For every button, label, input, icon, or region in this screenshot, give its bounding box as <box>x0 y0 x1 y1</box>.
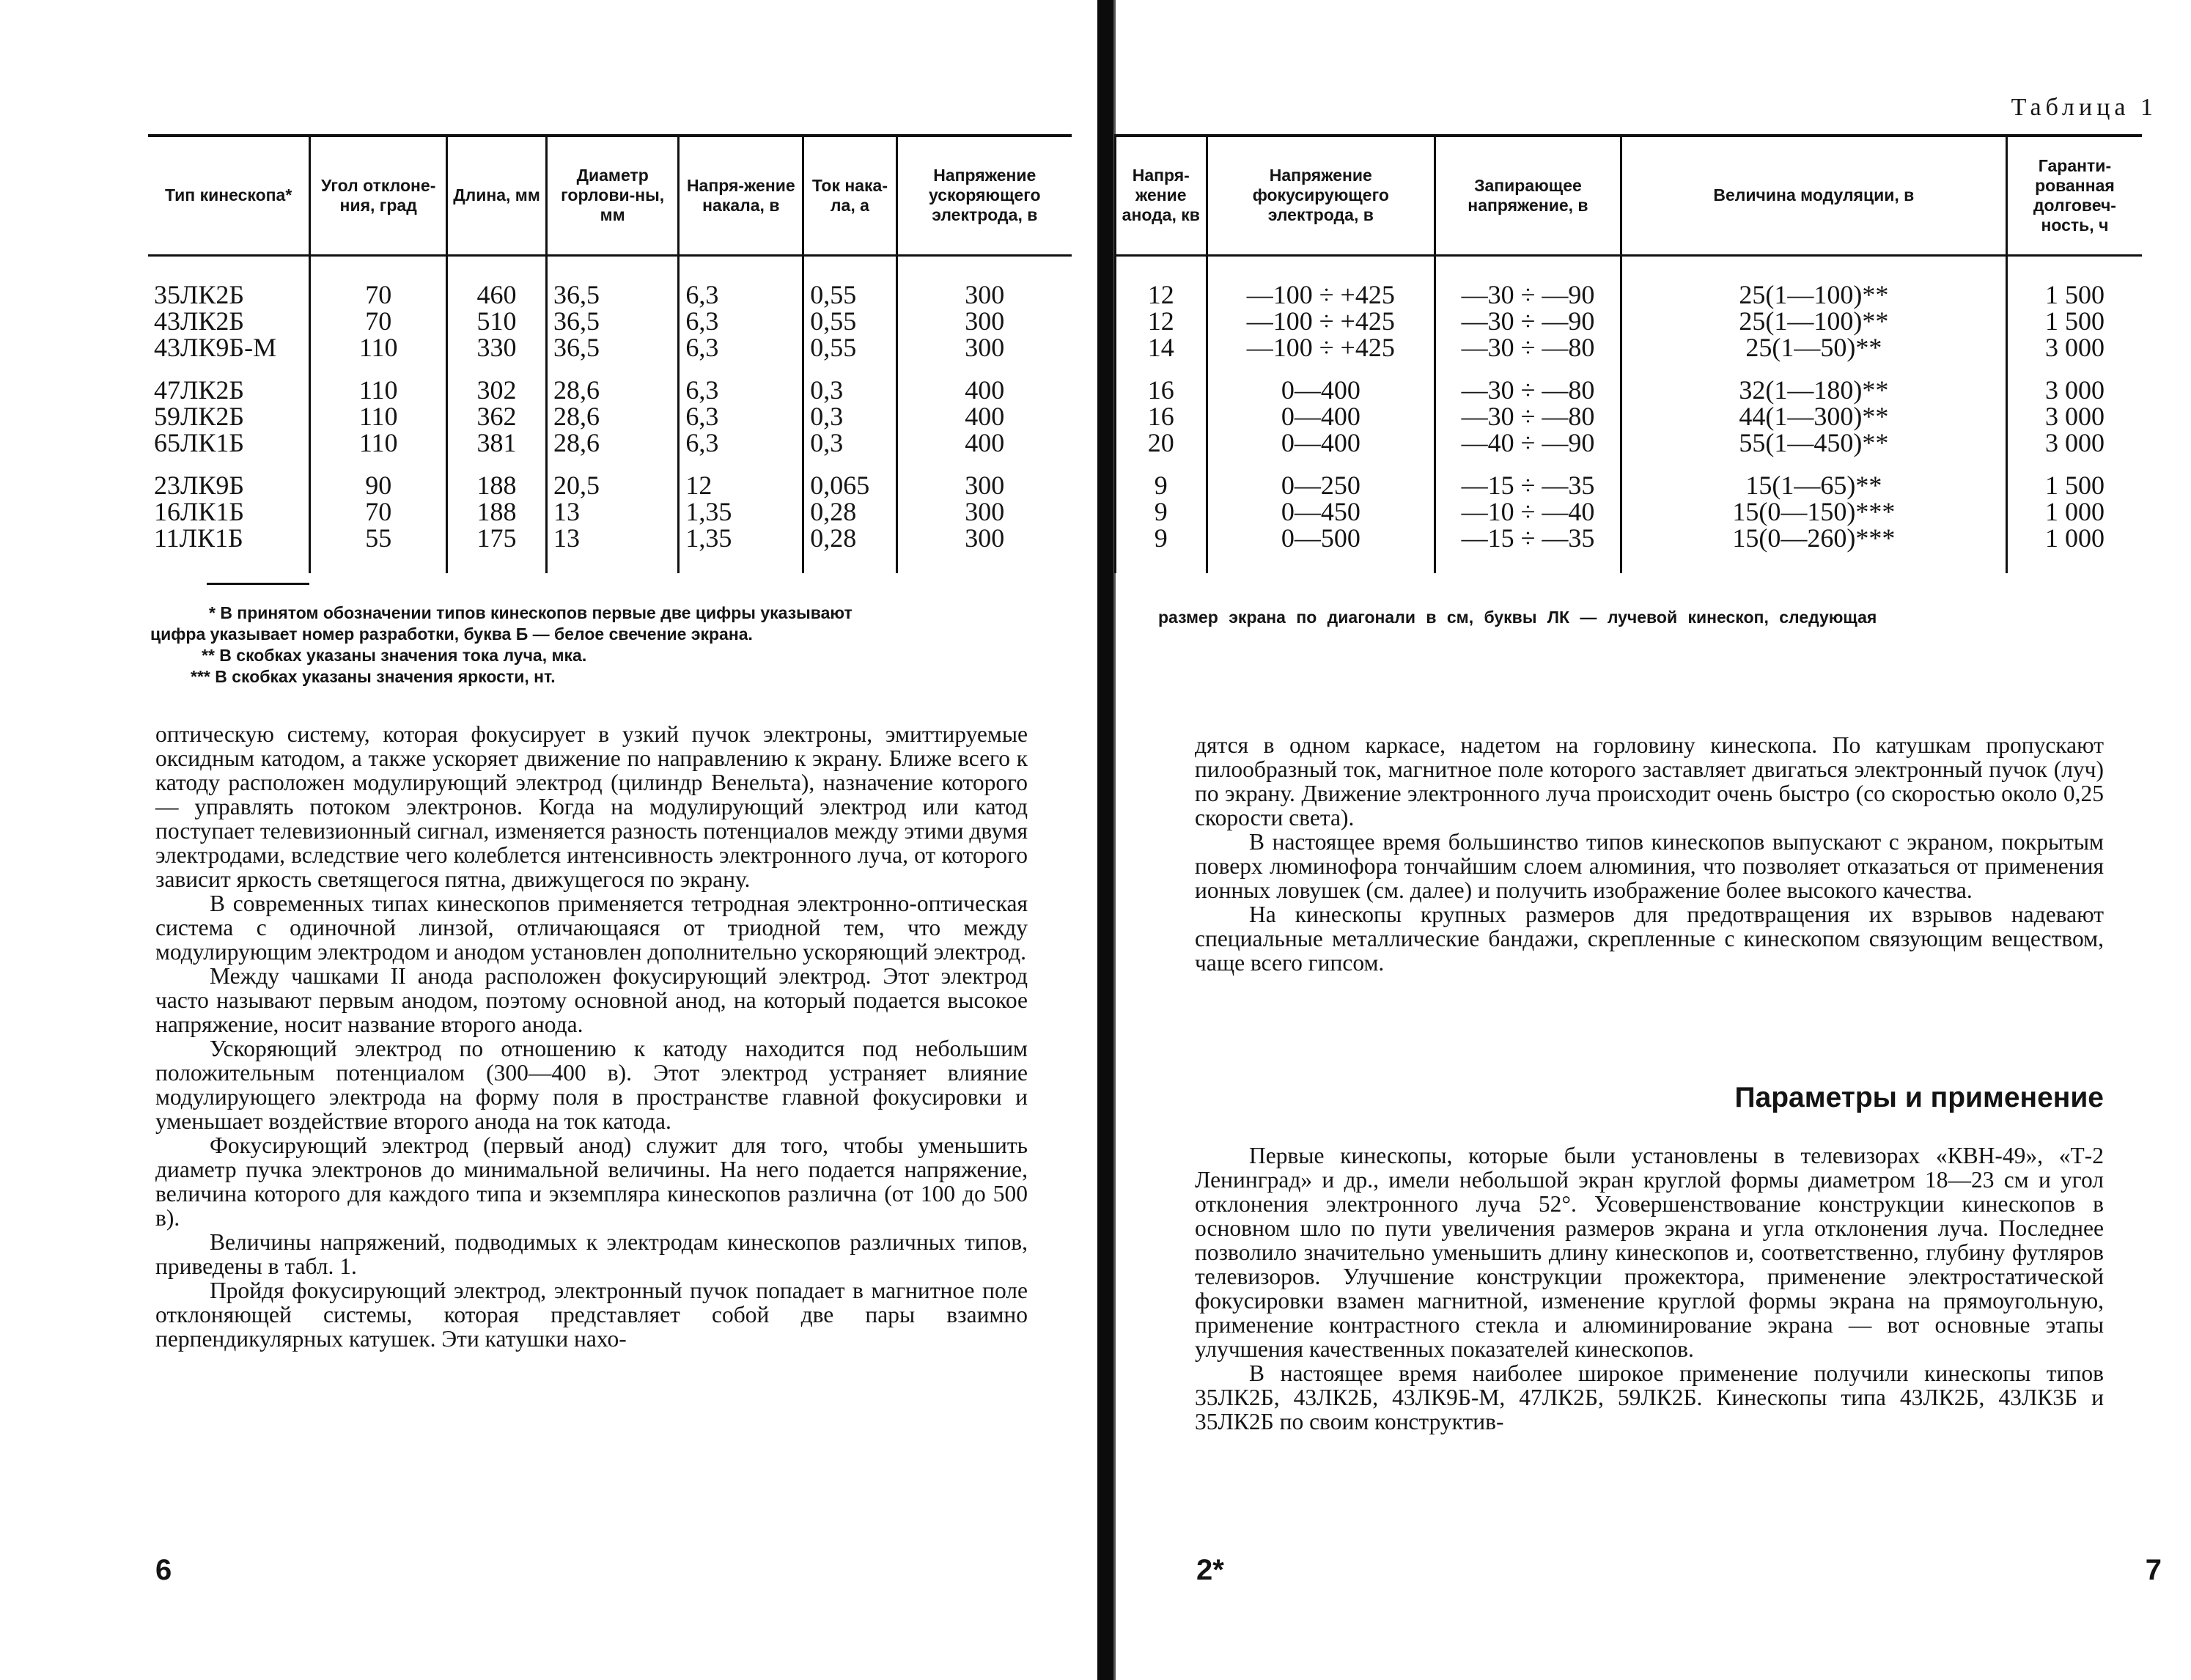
spacer-cell <box>896 456 1072 472</box>
spacer-cell <box>2006 456 2142 472</box>
spacer-cell <box>896 361 1072 377</box>
table-cell: 300 <box>896 334 1072 361</box>
paragraph: Величины напряжений, подводимых к электродам кинескопов различных типов, приведены в табл. 1. <box>155 1229 1028 1279</box>
paragraph: Пройдя фокусирующий электрод, электронный пучок попадает в магнитное поле отклоняющей системы, которая представляет собой две пары взаимно перпендикулярных катушек. Эти катушки нахо- <box>155 1278 1028 1352</box>
spacer-cell <box>1435 456 1621 472</box>
table-right-header-row <box>1116 136 2143 255</box>
spacer-cell <box>310 361 447 377</box>
table-cell: 1,35 <box>679 498 803 525</box>
table-cell: 55(1—450)** <box>1621 430 2006 456</box>
table-cell: 0,28 <box>803 525 896 573</box>
table-cell: 12 <box>679 472 803 498</box>
table-left-header-row <box>148 136 1072 255</box>
header-focus-voltage: Напряжение фокусирующего электрода, в <box>1207 136 1435 255</box>
table-cell: 6,3 <box>679 334 803 361</box>
page-number-right: 7 <box>2145 1554 2162 1586</box>
table-cell: 15(1—65)** <box>1621 472 2006 498</box>
table-cell: 110 <box>310 334 447 361</box>
footnote-rule <box>207 583 309 585</box>
table-cell: 0—400 <box>1207 403 1435 430</box>
table-cell: 43ЛК9Б-М <box>154 332 277 362</box>
table-row <box>148 403 1072 430</box>
footnotes <box>150 603 1059 688</box>
table-row <box>148 308 1072 334</box>
spacer-cell <box>310 456 447 472</box>
table-cell: 59ЛК2Б <box>154 401 245 431</box>
table-row <box>148 255 1072 308</box>
table-cell: 110 <box>310 403 447 430</box>
spacer-cell <box>148 361 310 377</box>
spacer-cell <box>679 361 803 377</box>
signature-mark: 2* <box>1196 1554 1224 1586</box>
spacer-cell <box>1207 456 1435 472</box>
section-heading: Параметры и применение <box>1734 1082 2104 1113</box>
paragraph: Фокусирующий электрод (первый анод) служит для того, чтобы уменьшить диаметр пучка электронов до минимальной величины. На него подается напряжение, величина которого для каждого типа и экземпляра кинескопов различна (от 100 до 500 в). <box>155 1132 1028 1231</box>
table-row <box>148 498 1072 525</box>
right-body-text-b <box>1195 1143 2104 1434</box>
table-cell: 0,55 <box>803 334 896 361</box>
table-cell: 9 <box>1116 498 1207 525</box>
table-row <box>1116 377 2143 403</box>
table-row <box>1116 255 2143 308</box>
table-cell: 0,3 <box>803 430 896 456</box>
table-cell: 3 000 <box>2006 403 2142 430</box>
table-cell: 20,5 <box>546 472 678 498</box>
page-number-left: 6 <box>155 1554 172 1586</box>
table-cell: 6,3 <box>679 430 803 456</box>
footnote-1-cont: цифра указывает номер разработки, буква Б — белое свечение экрана. <box>150 625 753 644</box>
table-cell: 28,6 <box>546 377 678 403</box>
table-row <box>148 525 1072 573</box>
table-cell: 55 <box>310 525 447 573</box>
table-cell: 0—400 <box>1207 377 1435 403</box>
paragraph: В настоящее время большинство типов кинескопов выпускают с экраном, покрытым поверх люминофора тончайшим слоем алюминия, что позволяет отказаться от применения ионных ловушек (см. далее) и получить изображение более высокого качества. <box>1195 829 2104 903</box>
paragraph: В настоящее время наиболее широкое применение получили кинескопы типов 35ЛК2Б, 43ЛК2Б, 43ЛК9Б-М, 47ЛК2Б, 59ЛК2Б. Кинескопы типа 43ЛК2Б, 43ЛК3Б и 35ЛК2Б по своим конструктив- <box>1195 1360 2104 1434</box>
spacer-cell <box>1207 361 1435 377</box>
table-cell: 6,3 <box>679 308 803 334</box>
table-cell: 300 <box>896 498 1072 525</box>
table-cell: 70 <box>310 255 447 308</box>
table-cell: 188 <box>447 498 547 525</box>
header-lifetime: Гаранти-рованная долговеч-ность, ч <box>2006 136 2142 255</box>
table-cell: 15(0—260)*** <box>1621 525 2006 573</box>
spacer-cell <box>1621 456 2006 472</box>
table-cell: —100 ÷ +425 <box>1207 334 1435 361</box>
paragraph: оптическую систему, которая фокусирует в узкий пучок электроны, эмиттируемые оксидным катодом, а также ускоряет движение по направлению к экрану. Ближе всего к катоду расположен модулирующий электрод (цилиндр Венельта), назначение которого — управлять потоком электронов. Когда на модулирующий электрод или катод поступает телевизионный сигнал, изменяется разность потенциалов между этими двумя электродами, вследствие чего колеблется интенсивность электронного луча, от которого зависит яркость светящегося пятна, движущегося по экрану. <box>155 721 1028 892</box>
table-cell: 400 <box>896 403 1072 430</box>
table-cell: 6,3 <box>679 255 803 308</box>
table-cell: 302 <box>447 377 547 403</box>
table-cell: 36,5 <box>546 255 678 308</box>
header-modulation: Величина модуляции, в <box>1621 136 2006 255</box>
table-row <box>148 377 1072 403</box>
table-cell: 70 <box>310 308 447 334</box>
table-cell: 0,065 <box>803 472 896 498</box>
paragraph: Первые кинескопы, которые были установлены в телевизорах «КВН-49», «Т-2 Ленинград» и др., имели небольшой экран круглой формы диаметром 18—23 см и угол отклонения электронного луча 52°. Усовершенствование конструкции кинескопов в основном шло по пути увеличения размеров экрана и угла отклонения луча. Последнее позволило значительно уменьшить длину кинескопов и, соответственно, глубину футляров телевизоров. Улучшение конструкции прожектора, применение электростатической фокусировки взамен магнитной, изменение круглой формы экрана на прямоугольную, применение контрастного стекла и алюминирование экрана — вот основные этапы улучшения качественных показателей кинескопов. <box>1195 1143 2104 1362</box>
spacer-cell <box>2006 361 2142 377</box>
table-cell: 14 <box>1116 334 1207 361</box>
row-group-spacer <box>148 361 1072 377</box>
table-caption: Таблица 1 <box>2011 94 2157 121</box>
spacer-cell <box>803 456 896 472</box>
header-deflection-angle: Угол отклоне-ния, град <box>310 136 447 255</box>
table-cell: 1 500 <box>2006 308 2142 334</box>
table-cell: 1 500 <box>2006 255 2142 308</box>
table-cell: 0—400 <box>1207 430 1435 456</box>
header-heater-voltage: Напря-жение накала, в <box>679 136 803 255</box>
table-cell: 28,6 <box>546 430 678 456</box>
paragraph: Между чашками II анода расположен фокусирующий электрод. Этот электрод часто называют первым анодом, поэтому основной анод, на который подается высокое напряжение, носит название второго анода. <box>155 963 1028 1037</box>
table-cell: 6,3 <box>679 403 803 430</box>
table-row <box>1116 472 2143 498</box>
table-cell: —30 ÷ —80 <box>1435 403 1621 430</box>
footnote-3: *** В скобках указаны значения яркости, нт. <box>191 667 556 686</box>
table-cell: 1 000 <box>2006 498 2142 525</box>
table-left <box>148 134 1072 573</box>
table-row <box>1116 334 2143 361</box>
table-cell: 0,55 <box>803 308 896 334</box>
table-cell: 20 <box>1116 430 1207 456</box>
table-cell: 510 <box>447 308 547 334</box>
table-cell: 16 <box>1116 377 1207 403</box>
footnote-1: * В принятом обозначении типов кинескопов первые две цифры указывают <box>209 603 853 622</box>
table-cell: 0—250 <box>1207 472 1435 498</box>
table-cell: 65ЛК1Б <box>154 427 245 457</box>
table-cell: 0—500 <box>1207 525 1435 573</box>
table-cell: 175 <box>447 525 547 573</box>
table-cell: 9 <box>1116 472 1207 498</box>
table-cell: —30 ÷ —90 <box>1435 255 1621 308</box>
table-row <box>148 334 1072 361</box>
table-cell: 44(1—300)** <box>1621 403 2006 430</box>
table-cell: 3 000 <box>2006 377 2142 403</box>
table-row <box>1116 498 2143 525</box>
header-tube-type: Тип кинескопа* <box>148 136 310 255</box>
table-row <box>1116 308 2143 334</box>
table-cell: 13 <box>546 525 678 573</box>
table-cell: 90 <box>310 472 447 498</box>
row-group-spacer <box>148 456 1072 472</box>
table-cell: 110 <box>310 377 447 403</box>
header-cutoff-voltage: Запирающее напряжение, в <box>1435 136 1621 255</box>
table-row <box>1116 430 2143 456</box>
table-cell: —30 ÷ —80 <box>1435 377 1621 403</box>
left-body-text <box>155 722 1028 1351</box>
header-neck-diameter: Диаметр горлови-ны, мм <box>546 136 678 255</box>
footnote-2: ** В скобках указаны значения тока луча, мка. <box>202 646 587 665</box>
right-page <box>1114 0 2191 1680</box>
table-cell: 13 <box>546 498 678 525</box>
table-cell: 23ЛК9Б <box>154 470 245 500</box>
table-cell: 11ЛК1Б <box>154 523 243 553</box>
table-cell: 300 <box>896 308 1072 334</box>
table-cell: 12 <box>1116 255 1207 308</box>
table-cell: 25(1—100)** <box>1621 255 2006 308</box>
spacer-cell <box>679 456 803 472</box>
table-cell: 0—450 <box>1207 498 1435 525</box>
table-cell: 32(1—180)** <box>1621 377 2006 403</box>
table-cell: 1,35 <box>679 525 803 573</box>
table-cell: 36,5 <box>546 334 678 361</box>
table-cell: 9 <box>1116 525 1207 573</box>
table-row <box>1116 403 2143 430</box>
spacer-cell <box>546 361 678 377</box>
table-cell: 16ЛК1Б <box>154 496 245 526</box>
table-cell: 188 <box>447 472 547 498</box>
table-cell: 0,55 <box>803 255 896 308</box>
table-row <box>148 472 1072 498</box>
table-cell: 6,3 <box>679 377 803 403</box>
table-cell: 1 000 <box>2006 525 2142 573</box>
table-row <box>148 430 1072 456</box>
table-cell: 110 <box>310 430 447 456</box>
table-cell: 3 000 <box>2006 334 2142 361</box>
table-cell: 300 <box>896 525 1072 573</box>
paragraph: дятся в одном каркасе, надетом на горловину кинескопа. По катушкам пропускают пилообразный ток, магнитное поле которого заставляет двигаться электронный пучок (луч) по экрану. Движение электронного луча происходит очень быстро (со скоростью около 0,25 скорости света). <box>1195 732 2104 830</box>
table-cell: 400 <box>896 377 1072 403</box>
header-heater-current: Ток нака-ла, а <box>803 136 896 255</box>
table-cell: 25(1—50)** <box>1621 334 2006 361</box>
table-cell: —40 ÷ —90 <box>1435 430 1621 456</box>
table-cell: 15(0—150)*** <box>1621 498 2006 525</box>
table-cell: 47ЛК2Б <box>154 375 245 405</box>
table-cell: 0,3 <box>803 377 896 403</box>
row-group-spacer <box>1116 361 2143 377</box>
table-cell: 400 <box>896 430 1072 456</box>
table-cell: 25(1—100)** <box>1621 308 2006 334</box>
table-cell: 381 <box>447 430 547 456</box>
table-cell: 70 <box>310 498 447 525</box>
book-gutter <box>1097 0 1113 1680</box>
table-cell: 0,28 <box>803 498 896 525</box>
table-cell: 36,5 <box>546 308 678 334</box>
table-row <box>1116 525 2143 573</box>
header-anode-voltage: Напря-жение анода, кв <box>1116 136 1207 255</box>
table-cell: 43ЛК2Б <box>154 306 245 336</box>
paragraph: В современных типах кинескопов применяется тетродная электронно-оптическая система с одиночной линзой, отличающаяся от триодной тем, что между модулирующим электродом и анодом установлен дополнительно ускоряющий электрод. <box>155 891 1028 965</box>
spacer-cell <box>447 361 547 377</box>
table-cell: —100 ÷ +425 <box>1207 308 1435 334</box>
spacer-cell <box>1621 361 2006 377</box>
table-cell: 12 <box>1116 308 1207 334</box>
table-cell: —10 ÷ —40 <box>1435 498 1621 525</box>
row-group-spacer <box>1116 456 2143 472</box>
paragraph: Ускоряющий электрод по отношению к катоду находится под небольшим положительным потенциалом (300—400 в). Этот электрод устраняет влияние модулирующего электрода на форму поля в пространстве главной фокусировки и уменьшает воздействие второго анода на ток катода. <box>155 1036 1028 1134</box>
table-cell: —30 ÷ —80 <box>1435 334 1621 361</box>
table-cell: —15 ÷ —35 <box>1435 472 1621 498</box>
table-cell: —30 ÷ —90 <box>1435 308 1621 334</box>
table-cell: 362 <box>447 403 547 430</box>
table-cell: 0,3 <box>803 403 896 430</box>
table-cell: 1 500 <box>2006 472 2142 498</box>
paragraph: На кинескопы крупных размеров для предотвращения их взрывов надевают специальные металлические бандажи, скрепленные с кинескопом связующим веществом, чаще всего гипсом. <box>1195 902 2104 976</box>
table-cell: 16 <box>1116 403 1207 430</box>
spacer-cell <box>1435 361 1621 377</box>
header-accelerating-voltage: Напряжение ускоряющего электрода, в <box>896 136 1072 255</box>
table-cell: —100 ÷ +425 <box>1207 255 1435 308</box>
spacer-cell <box>1116 456 1207 472</box>
spacer-cell <box>803 361 896 377</box>
table-cell: 300 <box>896 255 1072 308</box>
table-cell: 28,6 <box>546 403 678 430</box>
spacer-cell <box>148 456 310 472</box>
footnote-1-end: размер экрана по диагонали в см, буквы ЛК — лучевой кинескоп, следующая <box>1158 608 1877 627</box>
spacer-cell <box>447 456 547 472</box>
table-cell: 300 <box>896 472 1072 498</box>
table-cell: 3 000 <box>2006 430 2142 456</box>
table-cell: —15 ÷ —35 <box>1435 525 1621 573</box>
right-body-text-a <box>1195 733 2104 975</box>
table-cell: 460 <box>447 255 547 308</box>
table-right <box>1114 134 2142 573</box>
spacer-cell <box>1116 361 1207 377</box>
spacer-cell <box>546 456 678 472</box>
table-cell: 330 <box>447 334 547 361</box>
header-length: Длина, мм <box>447 136 547 255</box>
table-cell: 35ЛК2Б <box>154 279 245 309</box>
